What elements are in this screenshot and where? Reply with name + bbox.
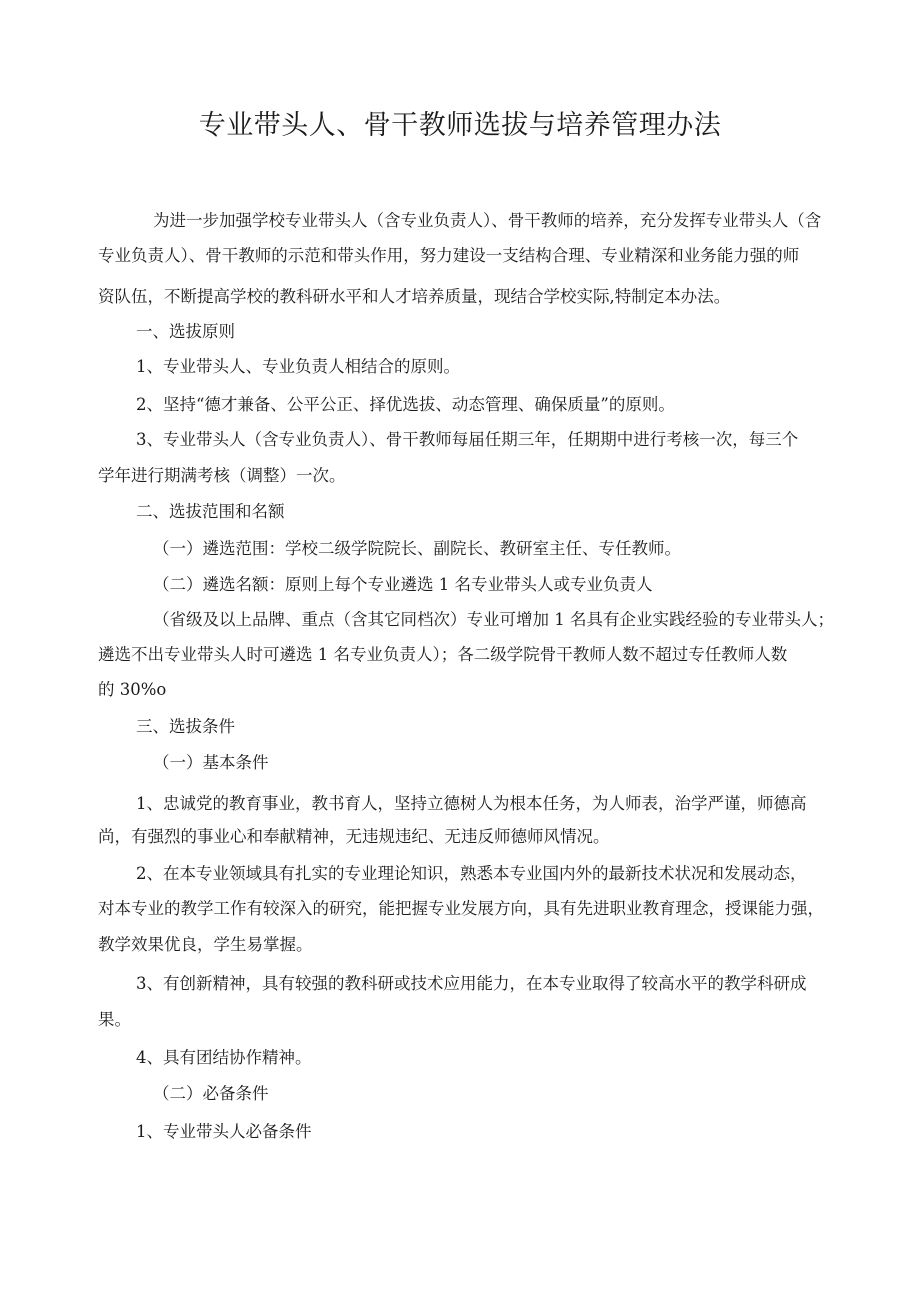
scope-item-2-line-2: （省级及以上品牌、重点（含其它同档次）专业可增加 1 名具有企业实践经验的专业带头人； (153, 610, 834, 629)
intro-line-3: 资队伍，不断提高学校的教科研水平和人才培养质量，现结合学校实际,特制定本办法。 (98, 287, 731, 306)
principle-item-3-line-1: 3、专业带头人（含专业负责人）、骨干教师每届任期三年，任期期中进行考核一次，每三个 (136, 430, 799, 449)
condition-2-line-2: 对本专业的教学工作有较深入的研究，能把握专业发展方向，具有先进职业教育理念，授课能力强， (98, 899, 824, 918)
condition-1-line-2: 尚，有强烈的事业心和奉献精神，无违规违纪、无违反师德师风情况。 (98, 827, 610, 846)
condition-3-line-1: 3、有创新精神，具有较强的教科研或技术应用能力，在本专业取得了较高水平的教学科研成 (136, 974, 807, 993)
section-heading-conditions: 三、选拔条件 (136, 717, 235, 736)
intro-line-2: 专业负责人）、骨干教师的示范和带头作用，努力建设一支结构合理、专业精深和业务能力强的师 (98, 246, 800, 265)
intro-line-1: 为进一步加强学校专业带头人（含专业负责人）、骨干教师的培养，充分发挥专业带头人（含 (153, 211, 822, 230)
condition-2-line-3: 教学效果优良，学生易掌握。 (98, 935, 313, 954)
principle-item-2: 2、坚持“德才兼备、公平公正、择优选拔、动态管理、确保质量”的原则。 (136, 395, 675, 414)
scope-item-2-line-4: 的 30%o (98, 680, 167, 699)
requirement-1: 1、专业带头人必备条件 (136, 1122, 312, 1141)
scope-item-1: （一）遴选范围：学校二级学院院长、副院长、教研室主任、专任教师。 (153, 539, 681, 558)
subheading-basic-conditions: （一）基本条件 (153, 753, 269, 772)
condition-1-line-1: 1、忠诚党的教育事业，教书育人，坚持立德树人为根本任务，为人师表，治学严谨，师德高 (136, 794, 807, 813)
condition-3-line-2: 果。 (98, 1010, 131, 1029)
scope-item-2: （二）遴选名额：原则上每个专业遴选 1 名专业带头人或专业负责人 (153, 575, 653, 594)
scope-item-2-line-3: 遴选不出专业带头人时可遴选 1 名专业负责人）；各二级学院骨干教师人数不超过专任教师人数 (98, 645, 788, 664)
condition-4: 4、具有团结协作精神。 (136, 1048, 312, 1067)
principle-item-3-line-2: 学年进行期满考核（调整）一次。 (98, 466, 346, 485)
condition-2-line-1: 2、在本专业领域具有扎实的专业理论知识，熟悉本专业国内外的最新技术状况和发展动态， (136, 864, 807, 883)
document-title: 专业带头人、骨干教师选拔与培养管理办法 (198, 110, 722, 141)
section-heading-scope: 二、选拔范围和名额 (136, 502, 285, 521)
subheading-required-conditions: （二）必备条件 (153, 1084, 269, 1103)
principle-item-1: 1、专业带头人、专业负责人相结合的原则。 (136, 357, 460, 376)
section-heading-principles: 一、选拔原则 (136, 322, 235, 341)
